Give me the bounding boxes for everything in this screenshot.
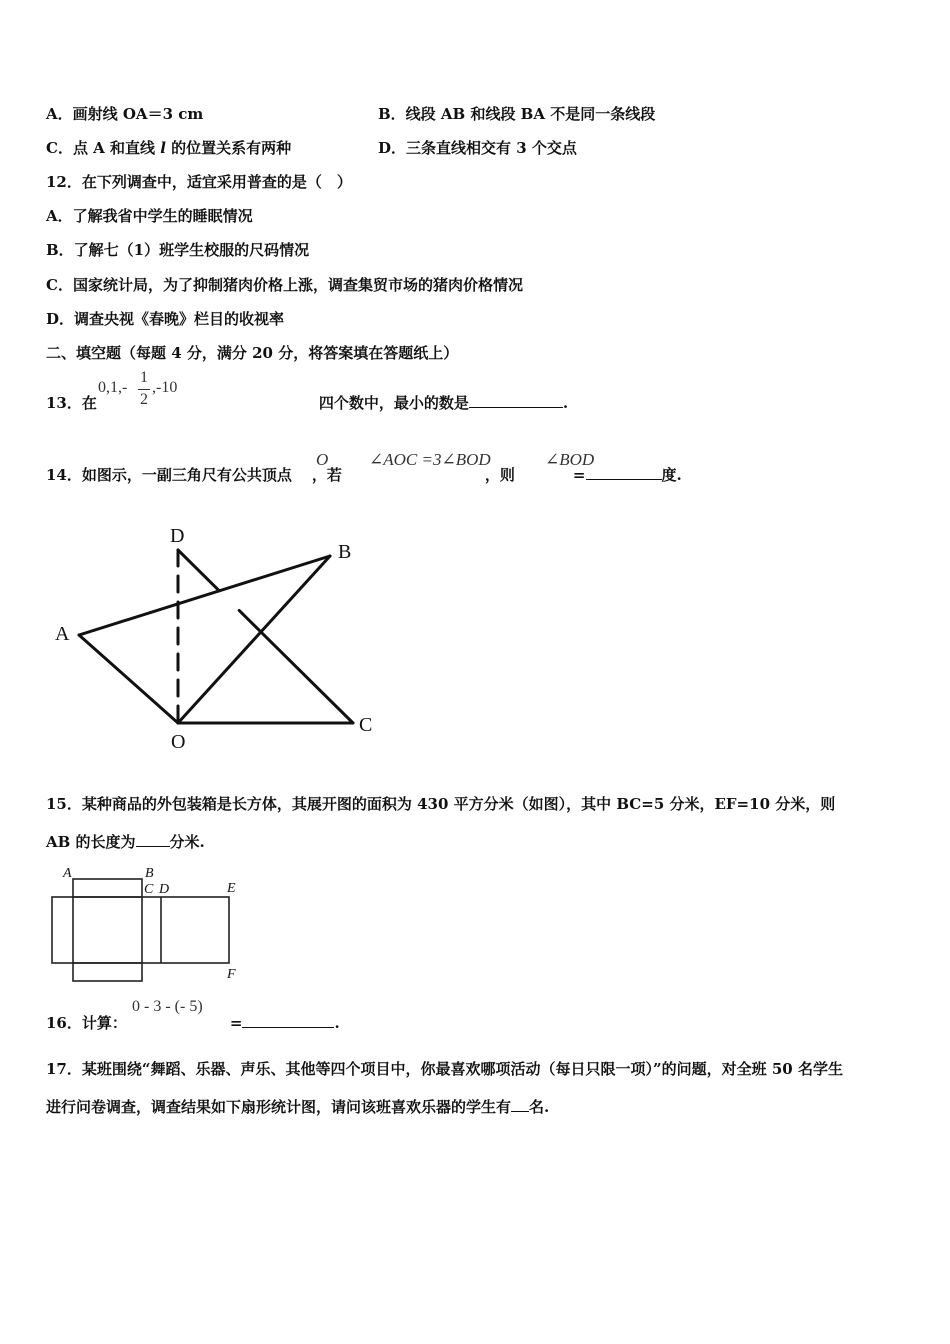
q12-option-a: A．了解我省中学生的睡眠情况 <box>46 207 253 225</box>
q13-numbers <box>98 369 196 415</box>
q12-stem: 12．在下列调查中，适宜采用普查的是（ ） <box>46 173 352 191</box>
q14-triangle-figure <box>40 515 400 755</box>
q17-answer-blank <box>511 1097 529 1112</box>
q13-suffix: . <box>562 394 569 412</box>
q15-line1: 15．某种商品的外包装箱是长方体，其展开图的面积为 430 平方分米（如图），其中 BC=5 分米，EF=10 分米，则 <box>46 795 836 813</box>
q13-frac-den: 2 <box>140 391 148 408</box>
q11-option-c-var: l <box>160 139 166 157</box>
q15-line2 <box>46 831 205 852</box>
q11-option-a: A．画射线 OA＝3 cm <box>46 105 204 123</box>
q17-line2-post: 名. <box>529 1098 550 1116</box>
q13-frac-num: 1 <box>140 369 148 386</box>
q14-condition: ∠AOC =3∠BOD <box>369 450 491 469</box>
net-label-e: E <box>227 881 236 896</box>
q15-line2-pre: AB 的长度为 <box>46 833 136 851</box>
q14-vertex: O <box>316 450 329 469</box>
line-ao <box>79 635 178 723</box>
q17-line2 <box>46 1096 549 1117</box>
q12-option-d: D．调查央视《春晚》栏目的收视率 <box>46 310 285 328</box>
q12-option-b: B．了解七（1）班学生校服的尺码情况 <box>46 241 310 259</box>
label-d: D <box>170 525 185 547</box>
q11-option-c-pre: C．点 A 和直线 <box>46 139 161 157</box>
q13-answer-blank <box>469 393 563 408</box>
label-o: O <box>171 731 186 753</box>
q13-prefix: 13．在 <box>46 394 97 412</box>
q14-ze: ，则 <box>484 466 515 484</box>
q14-prefix: 14．如图示，一副三角尺有公共顶点 <box>46 466 292 484</box>
q11-option-c <box>46 137 291 158</box>
q13-middle: 四个数中，最小的数是 <box>318 394 469 412</box>
q14-target: ∠BOD <box>545 450 595 469</box>
q16-answer-blank <box>242 1013 334 1028</box>
q16-suffix: . <box>334 1014 340 1032</box>
q11-option-d: D．三条直线相交有 3 个交点 <box>378 139 577 157</box>
net-label-a: A <box>63 866 72 881</box>
net-outer-rect <box>52 897 229 963</box>
q12-option-c: C．国家统计局，为了抑制猪肉价格上涨，调查集贸市场的猪肉价格情况 <box>46 276 523 294</box>
q13-numbers-right: ,-10 <box>152 379 178 396</box>
q16-prefix: 16．计算： <box>46 1014 127 1032</box>
section-heading: 二、填空题（每题 4 分，满分 20 分，将答案填在答题纸上） <box>46 344 459 362</box>
q11-option-b: B．线段 AB 和线段 BA 不是同一条线段 <box>378 105 656 123</box>
net-top-flap <box>73 879 142 897</box>
net-label-f: F <box>227 967 236 982</box>
q15-answer-blank <box>136 832 170 847</box>
label-a: A <box>55 623 70 645</box>
q14-answer-blank <box>586 465 662 480</box>
q15-line2-post: 分米. <box>169 833 205 851</box>
q17-line1: 17．某班围绕“舞蹈、乐器、声乐、其他等四个项目中，你最喜欢哪项活动（每日只限一项）”的问题，对全班 50 名学生 <box>46 1060 843 1078</box>
q16-expression: 0 - 3 - (- 5) <box>132 998 203 1015</box>
q11-option-c-post: 的位置关系有两种 <box>165 139 292 157</box>
net-label-d: D <box>159 882 170 897</box>
net-bottom-flap <box>73 963 142 981</box>
q17-line2-pre: 进行问卷调查，调查结果如下扇形统计图，请问该班喜欢乐器的学生有 <box>46 1098 512 1116</box>
q14-ruo: ，若 <box>311 466 342 484</box>
q14-suffix: 度. <box>661 466 682 484</box>
net-label-b: B <box>145 866 154 881</box>
q15-box-net-figure <box>40 862 260 987</box>
label-b: B <box>338 541 352 563</box>
q13-numbers-left: 0,1,- <box>98 379 128 396</box>
label-c: C <box>359 714 373 736</box>
q13-frac-bar <box>138 389 150 390</box>
net-label-c: C <box>144 882 154 897</box>
q14-equals: = <box>572 466 586 484</box>
q16-equals: = <box>229 1014 243 1032</box>
